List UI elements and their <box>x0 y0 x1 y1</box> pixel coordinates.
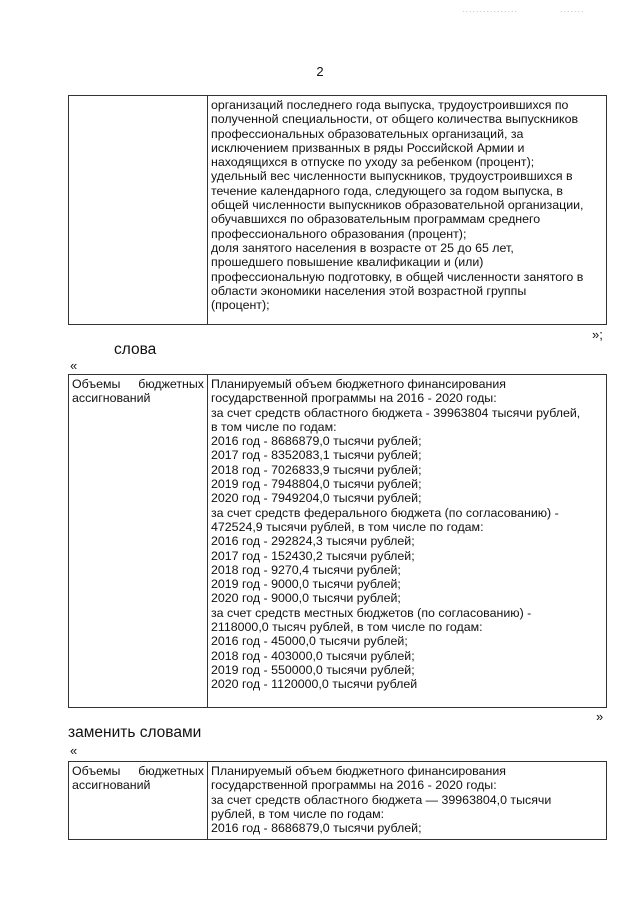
text-line: Планируемый объем бюджетного финансирования <box>211 377 506 391</box>
text-line: 472524,9 тысячи рублей, в том числе по годам: <box>211 519 484 534</box>
page-number: 2 <box>316 64 324 79</box>
table-old-text <box>68 374 607 708</box>
text-line: доля занятого населения в возрасте от 25 до 65 лет, <box>211 240 514 255</box>
text-line: организаций последнего года выпуска, трудоустроившихся по <box>211 98 569 112</box>
text-line: полученной специальности, от общего количества выпускников <box>211 112 579 127</box>
word-slova: слова <box>114 341 157 358</box>
text-line: 2016 год - 292824,3 тысячи рублей; <box>211 534 415 549</box>
text-line: удельный вес численности выпускников, трудоустроившихся в <box>211 169 573 184</box>
opening-quote: « <box>70 743 78 758</box>
left-cell-line: ассигнований <box>72 778 151 793</box>
left-cell-line <box>69 377 207 391</box>
table-left-cell-empty <box>69 96 208 324</box>
text-line: области экономики населения этой возрастной группы <box>211 283 527 298</box>
table-left-cell <box>69 375 208 707</box>
left-cell-word: Объемы <box>72 764 121 778</box>
text-line: находящихся в отпуске по уходу за ребенком (процент); <box>211 155 535 170</box>
text-line: 2019 год - 9000,0 тысячи рублей; <box>211 577 401 592</box>
scan-header-marks: ................ <box>462 4 519 14</box>
text-line: за счет средств местных бюджетов (по согласованию) - <box>211 605 532 620</box>
table-left-cell <box>69 762 208 839</box>
opening-quote: « <box>70 358 78 373</box>
text-line: профессиональную подготовку, в общей численности занятого в <box>211 269 584 284</box>
text-line: Планируемый объем бюджетного финансирования <box>211 764 506 778</box>
text-line: 2019 год - 550000,0 тысячи рублей; <box>211 662 415 677</box>
text-line: (процент); <box>211 298 270 313</box>
text-line: исключением призванных в ряды Российской Армии и <box>211 140 525 155</box>
text-line: 2020 год - 1120000,0 тысячи рублей <box>211 677 418 692</box>
table-right-cell <box>211 98 602 312</box>
table-right-cell <box>211 764 602 835</box>
text-line: 2018 год - 7026833,9 тысячи рублей; <box>211 462 422 477</box>
text-line: профессионального образования (процент); <box>211 226 467 241</box>
left-cell-word: бюджетных <box>138 764 204 778</box>
text-line: 2019 год - 7948804,0 тысячи рублей; <box>211 477 422 492</box>
text-line: 2020 год - 9000,0 тысячи рублей; <box>211 591 401 606</box>
text-line: течение календарного года, следующего за годом выпуска, в <box>211 183 563 198</box>
text-line: профессиональных образовательных организаций, за <box>211 126 524 141</box>
closing-quote: »; <box>592 327 603 342</box>
left-cell-word: бюджетных <box>138 377 204 391</box>
text-line: 2016 год - 8686879,0 тысячи рублей; <box>211 821 422 836</box>
text-line: прошедшего повышение квалификации и (или) <box>211 255 484 270</box>
left-cell-line <box>69 764 207 778</box>
text-line: государственной программы на 2016 - 2020 годы: <box>211 391 497 406</box>
text-line: за счет средств областного бюджета - 39963804 тысячи рублей, <box>211 405 581 420</box>
text-line: 2017 год - 152430,2 тысячи рублей; <box>211 548 415 563</box>
table-right-cell <box>211 377 602 692</box>
text-line: в том числе по годам: <box>211 419 337 434</box>
text-line: рублей, в том числе по годам: <box>211 806 385 821</box>
text-line: 2018 год - 9270,4 тысячи рублей; <box>211 562 401 577</box>
word-zamenit-slovami: заменить словами <box>68 724 202 741</box>
text-line: 2016 год - 45000,0 тысячи рублей; <box>211 634 408 649</box>
scan-header-marks-right: ....... <box>560 4 585 14</box>
text-line: 2020 год - 7949204,0 тысячи рублей; <box>211 491 422 506</box>
left-cell-line: ассигнований <box>72 391 151 406</box>
text-line: 2118000,0 тысяч рублей, в том числе по годам: <box>211 620 483 635</box>
text-line: общей численности выпускников образовательной организации, <box>211 198 584 213</box>
closing-quote: » <box>596 709 604 724</box>
text-line: обучавшихся по образовательным программам среднего <box>211 212 541 227</box>
text-line: государственной программы на 2016 - 2020 годы: <box>211 778 497 793</box>
text-line: 2017 год - 8352083,1 тысячи рублей; <box>211 448 422 463</box>
left-cell-word: Объемы <box>72 377 121 391</box>
text-line: 2016 год - 8686879,0 тысячи рублей; <box>211 434 422 449</box>
table-continuation <box>68 95 607 325</box>
text-line: за счет средств федерального бюджета (по согласованию) - <box>211 505 559 520</box>
text-line: за счет средств областного бюджета — 39963804,0 тысячи <box>211 792 552 807</box>
table-new-text <box>68 761 607 840</box>
text-line: 2018 год - 403000,0 тысячи рублей; <box>211 648 415 663</box>
